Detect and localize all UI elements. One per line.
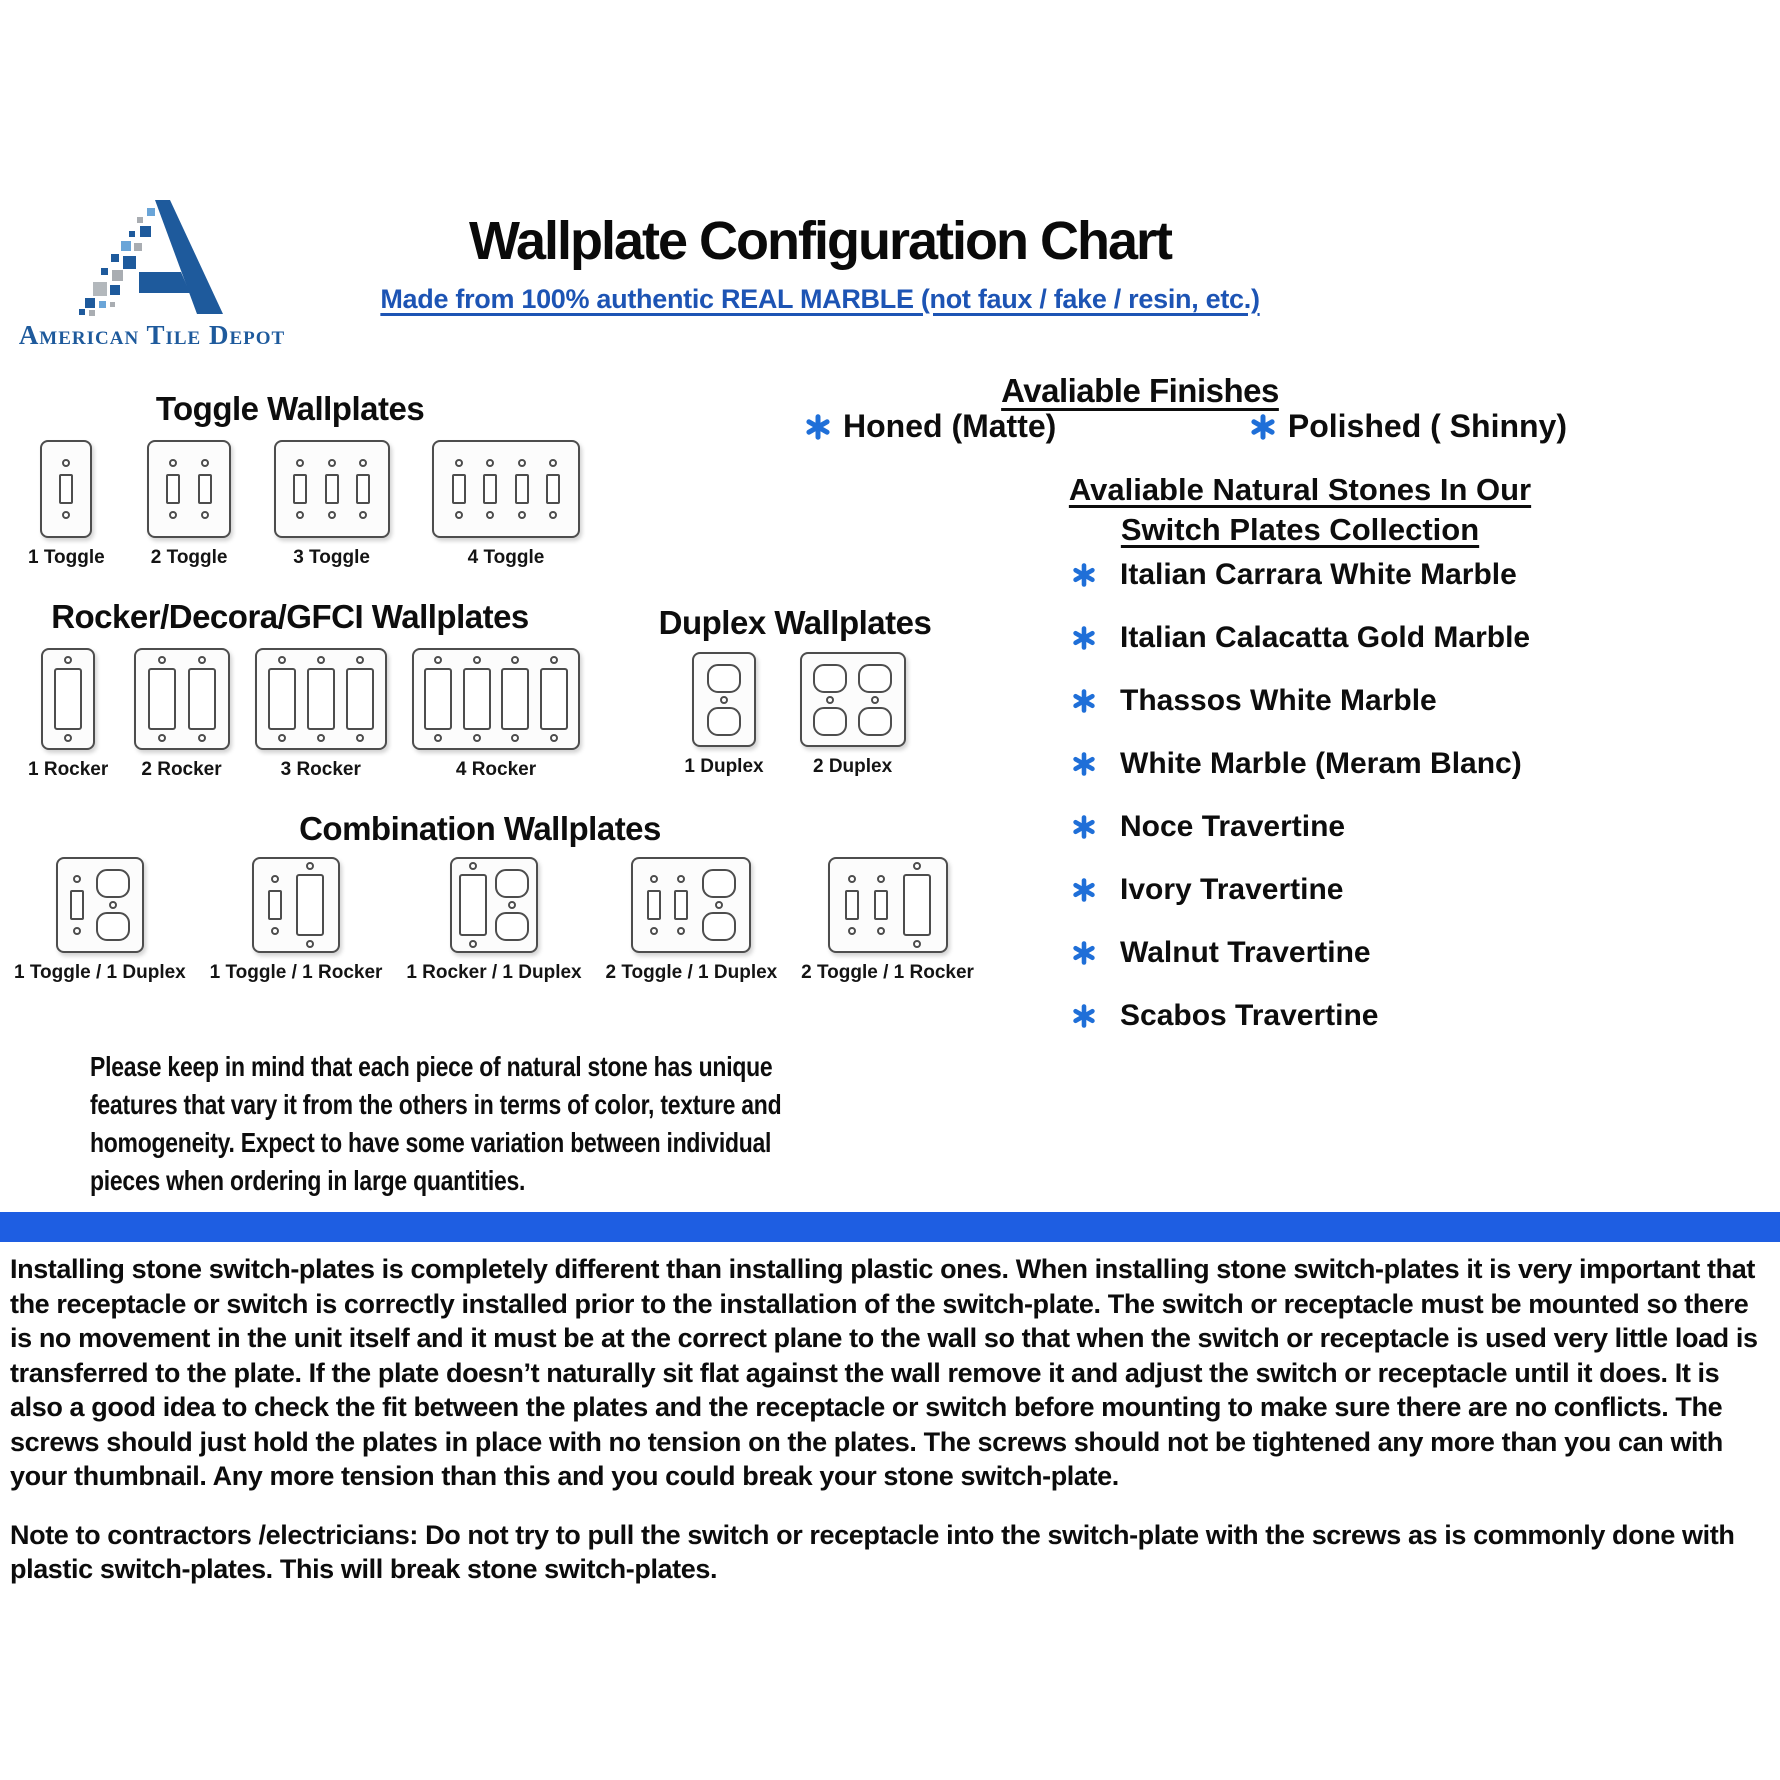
screw-icon: [62, 511, 70, 519]
plate-label: 1 Duplex: [684, 756, 764, 777]
toggle-gang: [325, 459, 339, 519]
screw-icon: [317, 734, 325, 742]
slot-rocker-icon: [540, 668, 568, 730]
rocker-gang: [307, 656, 335, 742]
screw-icon: [877, 927, 885, 935]
plate-label: 2 Rocker: [141, 759, 222, 780]
screw-icon: [296, 459, 304, 467]
slot-toggle-icon: [452, 474, 466, 504]
wallplate-graphic: [800, 652, 906, 747]
wallplate-graphic: [134, 648, 230, 750]
wallplate-graphic: [450, 857, 538, 953]
slot-toggle-icon: [268, 890, 282, 920]
outlet-icon: [858, 664, 892, 693]
toggle-gang: [70, 875, 84, 935]
toggle-gang: [674, 875, 688, 935]
slot-toggle-icon: [59, 474, 73, 504]
screw-icon: [913, 940, 921, 948]
duplex-gang: [96, 869, 130, 941]
rocker-gang: [148, 656, 176, 742]
stones-heading-line2: Switch Plates Collection: [1120, 512, 1480, 547]
wallplate-2-duplex: [800, 652, 906, 778]
stones-heading-line1: Avaliable Natural Stones In Our: [1068, 472, 1532, 507]
divider-bar: [0, 1212, 1780, 1242]
screw-icon: [306, 940, 314, 948]
plate-label: 3 Toggle: [293, 547, 370, 568]
screw-icon: [109, 901, 117, 909]
screw-icon: [328, 511, 336, 519]
stone-label: Noce Travertine: [1120, 810, 1346, 843]
plate-label: 4 Toggle: [467, 547, 545, 568]
screw-icon: [62, 459, 70, 467]
stone-label: Italian Calacatta Gold Marble: [1120, 621, 1531, 654]
variation-note: Please keep in mind that each piece of natural stone has unique features that vary it from the others in terms of color, texture and homogeneity. Expect to have some variation between individual pieces when ordering in large quantities.: [90, 1051, 782, 1196]
screw-icon: [549, 459, 557, 467]
screw-icon: [650, 875, 658, 883]
rocker-gang: [459, 862, 487, 948]
wallplate-1-rocker-1-duplex: [406, 857, 581, 984]
stone-label: Italian Carrara White Marble: [1120, 558, 1517, 591]
duplex-gang: [813, 664, 847, 736]
section-heading-combination: Combination Wallplates: [299, 810, 661, 847]
stones-heading: [1020, 470, 1580, 550]
wallplate-1-toggle-1-rocker: [210, 857, 383, 984]
rocker-gang: [188, 656, 216, 742]
outlet-icon: [702, 912, 736, 941]
brand-name: American Tile Depot: [18, 320, 286, 350]
wallplate-graphic: [692, 652, 756, 747]
toggle-gang: [166, 459, 180, 519]
wallplate-1-toggle-1-duplex: [14, 857, 186, 984]
toggle-gang: [59, 459, 73, 519]
outlet-icon: [813, 664, 847, 693]
stone-label: Ivory Travertine: [1120, 873, 1344, 906]
combination-plates-row: [14, 857, 974, 984]
screw-icon: [73, 927, 81, 935]
screw-icon: [158, 656, 166, 664]
stone-item: [1072, 686, 1530, 716]
screw-icon: [650, 927, 658, 935]
installation-text: [10, 1252, 1768, 1587]
star-icon: [1072, 626, 1096, 650]
outlet-icon: [858, 707, 892, 736]
slot-rocker-icon: [346, 668, 374, 730]
screw-icon: [359, 459, 367, 467]
contractor-note: Note to contractors /electricians: Do not try to pull the switch or receptacle into the switch-plate with the screws as is commonly done with plastic switch-plates. This will break stone switch-plates.: [10, 1519, 1735, 1584]
screw-icon: [158, 734, 166, 742]
duplex-gang: [495, 869, 529, 941]
slot-toggle-icon: [70, 890, 84, 920]
screw-icon: [677, 927, 685, 935]
screw-icon: [434, 734, 442, 742]
wallplate-graphic: [412, 648, 580, 750]
rocker-gang: [501, 656, 529, 742]
screw-icon: [296, 511, 304, 519]
toggle-gang: [515, 459, 529, 519]
finishes-row: [805, 408, 1567, 445]
wallplate-1-toggle: [28, 440, 105, 569]
screw-icon: [73, 875, 81, 883]
slot-toggle-icon: [647, 890, 661, 920]
plate-label: 1 Toggle / 1 Duplex: [14, 962, 186, 983]
star-icon: [805, 414, 831, 440]
screw-icon: [550, 734, 558, 742]
wallplate-4-toggle: [432, 440, 580, 569]
slot-toggle-icon: [166, 474, 180, 504]
rocker-gang: [268, 656, 296, 742]
slot-toggle-icon: [874, 890, 888, 920]
slot-rocker-icon: [188, 668, 216, 730]
screw-icon: [271, 875, 279, 883]
plate-label: 2 Toggle: [150, 547, 228, 568]
slot-rocker-icon: [459, 874, 487, 936]
screw-icon: [64, 734, 72, 742]
slot-rocker-icon: [148, 668, 176, 730]
screw-icon: [720, 696, 728, 704]
wallplate-2-toggle-1-rocker: [801, 857, 974, 984]
screw-icon: [201, 511, 209, 519]
star-icon: [1250, 414, 1276, 440]
wallplate-3-toggle: [274, 440, 390, 569]
slot-rocker-icon: [296, 874, 324, 936]
screw-icon: [486, 459, 494, 467]
slot-rocker-icon: [903, 874, 931, 936]
wallplate-3-rocker: [255, 648, 387, 781]
screw-icon: [169, 511, 177, 519]
slot-toggle-icon: [356, 474, 370, 504]
screw-icon: [511, 734, 519, 742]
wallplate-graphic: [274, 440, 390, 538]
screw-icon: [328, 459, 336, 467]
wallplate-graphic: [40, 440, 92, 538]
section-heading-toggle: Toggle Wallplates: [155, 390, 425, 427]
installation-paragraph: Installing stone switch-plates is completely different than installing plastic ones. When installing stone switch-plates it is very important that the receptacle or switch is correctly installed prior to the installation of the switch-plate. The switch or receptacle must be mounted so there is no movement in the unit itself and it must be at the correct plane to the wall so that when the switch or receptacle is used very little load is transferred to the plate. If the plate doesn’t naturally sit flat against the wall remove it and adjust the switch or receptacle until it does. It is also a good idea to check the fit between the plates and the receptacle or switch before mounting to make sure there are no conflicts. The screws should just hold the plates in place with no tension on the plates. The screws should not be tightened any more than you can with your thumbnail. Any more tension than this and you could break your stone switch-plate.: [10, 1254, 1758, 1491]
wallplate-graphic: [432, 440, 580, 538]
slot-toggle-icon: [674, 890, 688, 920]
toggle-gang: [874, 875, 888, 935]
toggle-gang: [452, 459, 466, 519]
stone-item: [1072, 623, 1530, 653]
duplex-plates-row: [630, 652, 960, 778]
screw-icon: [434, 656, 442, 664]
toggle-gang: [293, 459, 307, 519]
stone-item: [1072, 560, 1530, 590]
wallplate-2-toggle: [147, 440, 231, 569]
rocker-gang: [346, 656, 374, 742]
wallplate-graphic: [252, 857, 340, 953]
wallplate-2-rocker: [134, 648, 230, 781]
slot-toggle-icon: [546, 474, 560, 504]
star-icon: [1072, 752, 1096, 776]
outlet-icon: [96, 912, 130, 941]
finish-item-honed: [805, 408, 1056, 445]
wallplate-4-rocker: [412, 648, 580, 781]
rocker-gang: [54, 656, 82, 742]
screw-icon: [455, 511, 463, 519]
stone-label: Walnut Travertine: [1120, 936, 1371, 969]
rocker-plates-row: [28, 648, 580, 781]
toggle-gang: [356, 459, 370, 519]
wallplate-2-toggle-1-duplex: [606, 857, 778, 984]
screw-icon: [848, 875, 856, 883]
screw-icon: [201, 459, 209, 467]
rocker-gang: [540, 656, 568, 742]
screw-icon: [198, 656, 206, 664]
plate-label: 4 Rocker: [455, 759, 537, 780]
screw-icon: [271, 927, 279, 935]
toggle-plates-row: [28, 440, 580, 569]
stone-item: [1072, 875, 1530, 905]
toggle-gang: [546, 459, 560, 519]
slot-toggle-icon: [845, 890, 859, 920]
rocker-gang: [463, 656, 491, 742]
screw-icon: [306, 862, 314, 870]
wallplate-1-rocker: [28, 648, 108, 781]
duplex-gang: [858, 664, 892, 736]
plate-label: 1 Toggle / 1 Rocker: [209, 962, 383, 983]
rocker-gang: [424, 656, 452, 742]
section-heading-rocker: Rocker/Decora/GFCI Wallplates: [51, 598, 529, 635]
wallplate-graphic: [41, 648, 95, 750]
screw-icon: [550, 656, 558, 664]
outlet-icon: [707, 707, 741, 736]
plate-label: 2 Toggle / 1 Rocker: [801, 962, 974, 983]
screw-icon: [278, 656, 286, 664]
outlet-icon: [702, 869, 736, 898]
duplex-gang: [702, 869, 736, 941]
screw-icon: [473, 734, 481, 742]
screw-icon: [877, 875, 885, 883]
outlet-icon: [813, 707, 847, 736]
stone-label: White Marble (Meram Blanc): [1120, 747, 1522, 780]
finish-item-polished: [1250, 408, 1567, 445]
star-icon: [1072, 878, 1096, 902]
screw-icon: [278, 734, 286, 742]
stone-item: [1072, 938, 1530, 968]
slot-rocker-icon: [268, 668, 296, 730]
screw-icon: [826, 696, 834, 704]
wallplate-graphic: [631, 857, 751, 953]
wallplate-graphic: [255, 648, 387, 750]
outlet-icon: [495, 912, 529, 941]
slot-rocker-icon: [463, 668, 491, 730]
stone-item: [1072, 1001, 1530, 1031]
screw-icon: [64, 656, 72, 664]
toggle-gang: [647, 875, 661, 935]
screw-icon: [359, 511, 367, 519]
stone-label: Scabos Travertine: [1120, 999, 1379, 1032]
plate-label: 3 Rocker: [280, 759, 361, 780]
finish-label: Polished ( Shinny): [1287, 408, 1567, 444]
screw-icon: [848, 927, 856, 935]
screw-icon: [518, 511, 526, 519]
screw-icon: [518, 459, 526, 467]
stones-list: [1072, 560, 1530, 1064]
plate-label: 2 Toggle / 1 Duplex: [605, 962, 778, 983]
screw-icon: [317, 656, 325, 664]
star-icon: [1072, 689, 1096, 713]
screw-icon: [473, 656, 481, 664]
wallplate-graphic: [828, 857, 948, 953]
screw-icon: [486, 511, 494, 519]
logo: [12, 198, 292, 351]
toggle-gang: [483, 459, 497, 519]
page-subtitle: Made from 100% authentic REAL MARBLE (not faux / fake / resin, etc.): [380, 284, 1260, 314]
screw-icon: [511, 656, 519, 664]
slot-rocker-icon: [424, 668, 452, 730]
wallplate-graphic: [56, 857, 144, 953]
stone-label: Thassos White Marble: [1120, 684, 1437, 717]
page-title: Wallplate Configuration Chart: [469, 211, 1171, 271]
star-icon: [1072, 1004, 1096, 1028]
stone-item: [1072, 749, 1530, 779]
stone-item: [1072, 812, 1530, 842]
finish-label: Honed (Matte): [843, 408, 1057, 444]
screw-icon: [469, 862, 477, 870]
screw-icon: [198, 734, 206, 742]
slot-rocker-icon: [54, 668, 82, 730]
rocker-gang: [296, 862, 324, 948]
screw-icon: [715, 901, 723, 909]
star-icon: [1072, 563, 1096, 587]
screw-icon: [356, 734, 364, 742]
duplex-gang: [707, 664, 741, 736]
outlet-icon: [707, 664, 741, 693]
screw-icon: [469, 940, 477, 948]
screw-icon: [871, 696, 879, 704]
outlet-icon: [96, 869, 130, 898]
plate-label: 1 Rocker: [28, 759, 109, 780]
screw-icon: [356, 656, 364, 664]
toggle-gang: [845, 875, 859, 935]
section-heading-duplex: Duplex Wallplates: [658, 604, 932, 641]
slot-toggle-icon: [325, 474, 339, 504]
slot-rocker-icon: [307, 668, 335, 730]
finishes-heading: Avaliable Finishes: [1001, 372, 1279, 409]
slot-toggle-icon: [483, 474, 497, 504]
screw-icon: [455, 459, 463, 467]
screw-icon: [549, 511, 557, 519]
wallplate-graphic: [147, 440, 231, 538]
slot-toggle-icon: [515, 474, 529, 504]
screw-icon: [913, 862, 921, 870]
plate-label: 2 Duplex: [812, 756, 893, 777]
toggle-gang: [268, 875, 282, 935]
screw-icon: [677, 875, 685, 883]
star-icon: [1072, 941, 1096, 965]
plate-label: 1 Rocker / 1 Duplex: [406, 962, 582, 983]
rocker-gang: [903, 862, 931, 948]
wallplate-1-duplex: [684, 652, 763, 778]
screw-icon: [508, 901, 516, 909]
toggle-gang: [198, 459, 212, 519]
pixel-a-logo-icon: [77, 198, 227, 316]
slot-toggle-icon: [198, 474, 212, 504]
star-icon: [1072, 815, 1096, 839]
slot-rocker-icon: [501, 668, 529, 730]
plate-label: 1 Toggle: [28, 547, 105, 568]
screw-icon: [169, 459, 177, 467]
header: [380, 210, 1260, 315]
slot-toggle-icon: [293, 474, 307, 504]
outlet-icon: [495, 869, 529, 898]
